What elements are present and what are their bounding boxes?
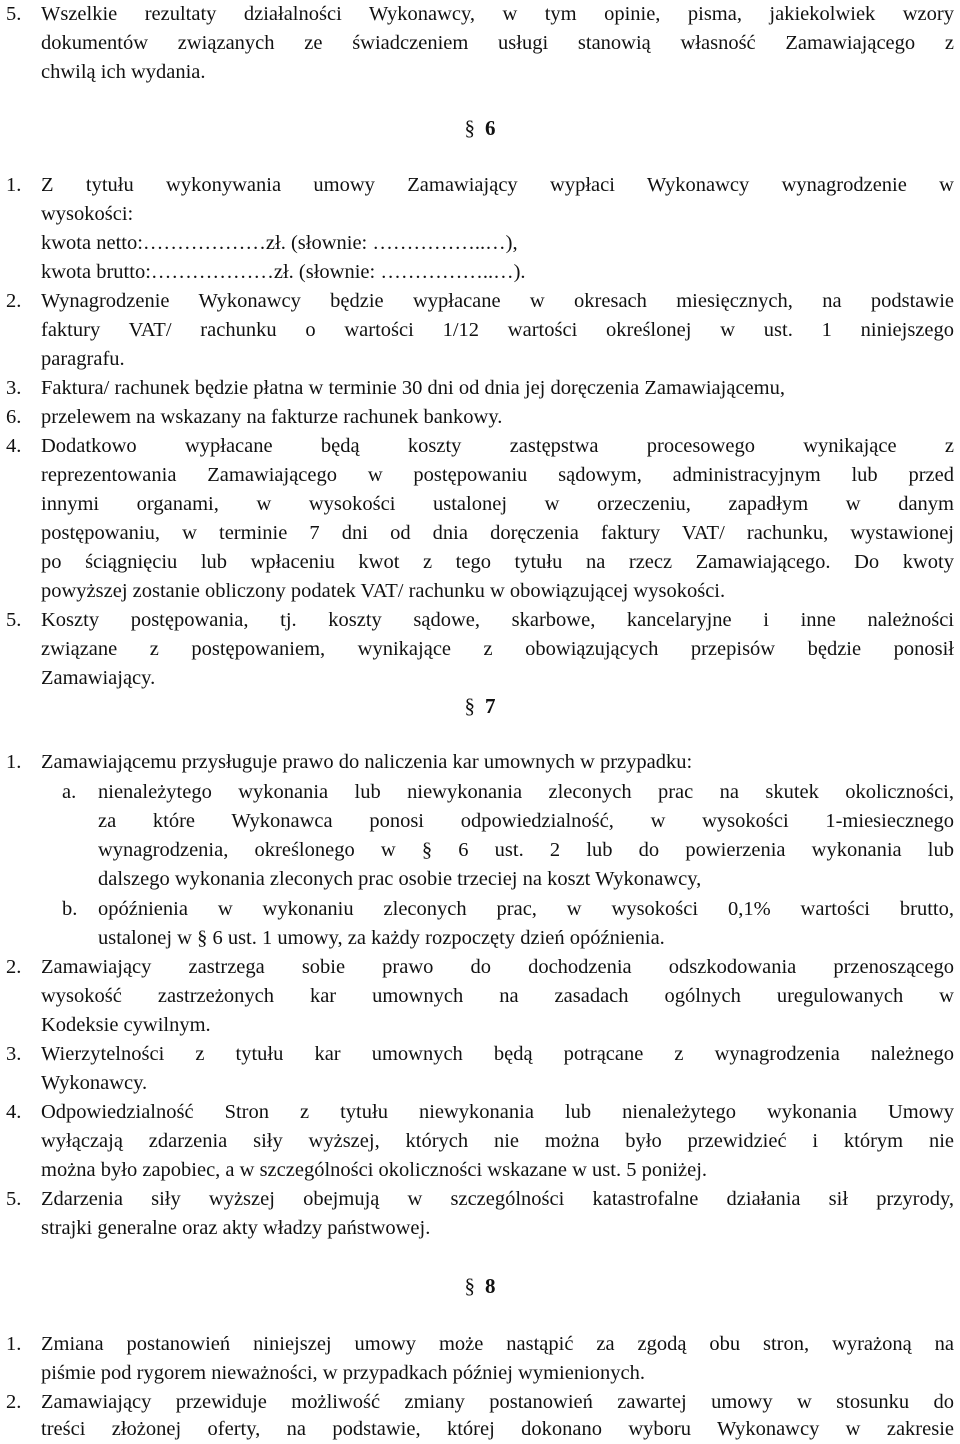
sub-list-item	[0, 778, 960, 806]
list-item-line	[0, 635, 960, 663]
section-heading-7	[0, 692, 960, 720]
list-item-line	[0, 1127, 960, 1155]
item-text-line: Wynagrodzenie Wykonawcy będzie wypłacane w okresach miesięcznych, na podstawie	[41, 290, 954, 312]
section-heading-8	[0, 1272, 960, 1300]
item-text-line: Wykonawcy.	[41, 1072, 148, 1094]
list-item	[0, 1185, 960, 1213]
list-item-line	[0, 807, 960, 835]
list-item-line	[0, 316, 960, 344]
item-text-line: można było zapobiec, a w szczególności okoliczności wskazane w ust. 5 poniżej.	[41, 1159, 708, 1181]
item-number: 2.	[6, 956, 22, 978]
section-heading-6	[0, 114, 960, 142]
item-text-line: za które Wykonawca ponosi odpowiedzialność, w wysokości 1-miesiecznego	[98, 810, 954, 832]
list-item	[0, 171, 960, 199]
item-text-line: wynagrodzenia, określonego w § 6 ust. 2 lub do powierzenia wykonania lub	[98, 839, 954, 861]
item-text-line: strajki generalne oraz akty władzy państwowej.	[41, 1217, 431, 1239]
amount-gross-line: kwota brutto:………………zł. (słownie: ……………..…).	[41, 261, 526, 283]
sub-list-item	[0, 895, 960, 923]
item-number: 4.	[6, 1101, 22, 1123]
item-text-line: paragrafu.	[41, 348, 125, 370]
item-text-line: Zamawiającemu przysługuje prawo do naliczenia kar umownych w przypadku:	[41, 751, 693, 773]
item-text-line: po ściągnięciu lub wpłaceniu kwot z tego tytułu na rzecz Zamawiającego. Do kwoty	[41, 551, 954, 573]
list-item	[0, 287, 960, 315]
item-letter: b.	[62, 898, 78, 920]
item-number: 2.	[6, 1391, 22, 1413]
list-item-line	[0, 982, 960, 1010]
item-text-line: Z tytułu wykonywania umowy Zamawiający wypłaci Wykonawcy wynagrodzenie w	[41, 174, 954, 196]
item-number: 5.	[6, 609, 22, 631]
item-text-line: Koszty postępowania, tj. koszty sądowe, skarbowe, kancelaryjne i inne należności	[41, 609, 954, 631]
list-item-line	[0, 461, 960, 489]
item-text-line: faktury VAT/ rachunku o wartości 1/12 wartości określonej w ust. 1 niniejszego	[41, 319, 954, 341]
item-number: 3.	[6, 1043, 22, 1065]
item-text-line: wysokości:	[41, 203, 134, 225]
item-number: 4.	[6, 435, 22, 457]
item-text-line: chwilą ich wydania.	[41, 61, 206, 83]
section-sign: §	[464, 1274, 475, 1298]
item-text-line: powyższej zostanie obliczony podatek VAT/ rachunku w obowiązującej wysokości.	[41, 580, 726, 602]
item-number: 3.	[6, 377, 22, 399]
item-text-line: związane z postępowaniem, wynikające z obowiązujących przepisów będzie ponosił	[41, 638, 954, 660]
item-text-line: Zamawiający przewiduje możliwość zmiany postanowień zawartej umowy w stosunku do	[41, 1391, 954, 1413]
list-item-line	[0, 490, 960, 518]
item-text-line: Zamawiający.	[41, 667, 156, 689]
item-text-line: reprezentowania Zamawiającego w postępowaniu sądowym, administracyjnym lub przed	[41, 464, 954, 486]
list-item	[0, 1040, 960, 1068]
item-text-line: innymi organami, w wysokości ustalonej w orzeczeniu, zapadłym w danym	[41, 493, 954, 515]
item-number: 5.	[6, 1188, 22, 1210]
section-sign: §	[464, 694, 475, 718]
section-number: 8	[485, 1274, 496, 1298]
list-item	[0, 1330, 960, 1358]
item-text-line: postępowaniu, w terminie 7 dni od dnia doręczenia faktury VAT/ rachunku, wystawionej	[41, 522, 954, 544]
list-item-line	[0, 519, 960, 547]
item-text-line: Zdarzenia siły wyższej obejmują w szczególności katastrofalne działania sił przyrody,	[41, 1188, 954, 1210]
section-number: 6	[485, 116, 496, 140]
item-text-line: Zmiana postanowień niniejszej umowy może nastąpić za zgodą obu stron, wyrażoną na	[41, 1333, 954, 1355]
item-text-line: Faktura/ rachunek będzie płatna w terminie 30 dni od dnia jej doręczenia Zamawiającemu,	[41, 377, 785, 399]
item-text-line: Odpowiedzialność Stron z tytułu niewykonania lub nienależytego wykonania Umowy	[41, 1101, 954, 1123]
item-text-line: piśmie pod rygorem nieważności, w przypadkach później wymienionych.	[41, 1362, 646, 1384]
item-text-line: wyłączają zdarzenia siły wyższej, których nie można było przewidzieć i którym nie	[41, 1130, 954, 1152]
list-item	[0, 606, 960, 634]
item-number: 2.	[6, 290, 22, 312]
item-letter: a.	[62, 781, 77, 803]
list-item	[0, 1098, 960, 1126]
list-item-line	[0, 1415, 960, 1443]
list-item-line	[0, 836, 960, 864]
item-text-line: przelewem na wskazany na fakturze rachunek bankowy.	[41, 406, 503, 428]
item-text-line: treści złożonej oferty, na podstawie, której dokonano wyboru Wykonawcy w zakresie	[41, 1418, 954, 1440]
item-number: 1.	[6, 174, 22, 196]
item-text-line: ustalonej w § 6 ust. 1 umowy, za każdy rozpoczęty dzień opóźnienia.	[98, 927, 665, 949]
item-text-line: dokumentów związanych ze świadczeniem usługi stanowią własność Zamawiającego z	[41, 32, 954, 54]
item-text-line: Zamawiający zastrzega sobie prawo do dochodzenia odszkodowania przenoszącego	[41, 956, 954, 978]
item-text-line: Wszelkie rezultaty działalności Wykonawcy, w tym opinie, pisma, jakiekolwiek wzory	[41, 3, 954, 25]
item-number: 5.	[6, 3, 22, 25]
list-item	[0, 432, 960, 460]
item-text-line: Kodeksie cywilnym.	[41, 1014, 211, 1036]
list-item-line	[0, 29, 960, 57]
item-text-line: nienależytego wykonania lub niewykonania zleconych prac na skutek okoliczności,	[98, 781, 954, 803]
item-number: 6.	[6, 406, 22, 428]
item-number: 1.	[6, 1333, 22, 1355]
section-sign: §	[464, 116, 475, 140]
section-number: 7	[485, 694, 496, 718]
list-item	[0, 0, 960, 28]
amount-net-line: kwota netto:………………zł. (słownie: ……………..…),	[41, 232, 518, 254]
list-item	[0, 1388, 960, 1416]
item-text-line: opóźnienia w wykonaniu zleconych prac, w wysokości 0,1% wartości brutto,	[98, 898, 954, 920]
item-text-line: Dodatkowo wypłacane będą koszty zastępstwa procesowego wynikające z	[41, 435, 954, 457]
item-text-line: wysokość zastrzeżonych kar umownych na zasadach ogólnych uregulowanych w	[41, 985, 954, 1007]
item-text-line: Wierzytelności z tytułu kar umownych będą potrącane z wynagrodzenia należnego	[41, 1043, 954, 1065]
item-number: 1.	[6, 751, 22, 773]
list-item-line	[0, 548, 960, 576]
item-text-line: dalszego wykonania zleconych prac osobie trzeciej na koszt Wykonawcy,	[98, 868, 702, 890]
list-item	[0, 953, 960, 981]
